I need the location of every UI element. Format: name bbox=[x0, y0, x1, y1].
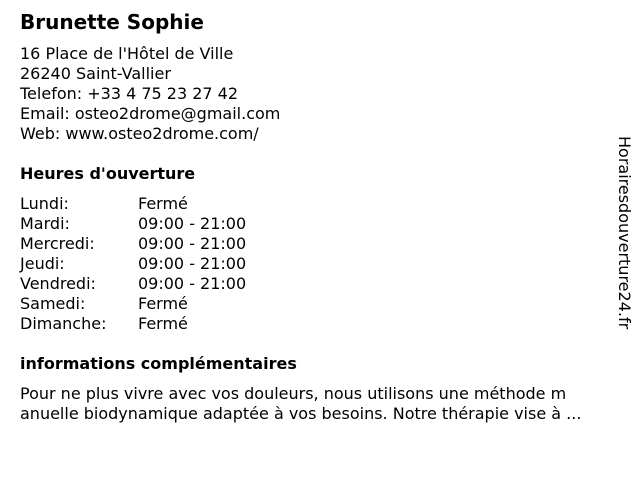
hours-row-dimanche bbox=[20, 314, 320, 334]
additional-info-line-1: Pour ne plus vivre avec vos douleurs, nous utilisons une méthode m bbox=[20, 384, 567, 403]
additional-info-heading: informations complémentaires bbox=[20, 354, 297, 373]
hours-day: Lundi: bbox=[20, 194, 69, 213]
hours-time: Fermé bbox=[138, 294, 188, 313]
additional-info-line-2: anuelle biodynamique adaptée à vos besoins. Notre thérapie vise à ... bbox=[20, 404, 582, 423]
phone-text: Telefon: +33 4 75 23 27 42 bbox=[20, 84, 239, 103]
email-text: Email: osteo2drome@gmail.com bbox=[20, 104, 281, 123]
hours-time: 09:00 - 21:00 bbox=[138, 274, 247, 293]
hours-day: Mardi: bbox=[20, 214, 70, 233]
hours-row-vendredi bbox=[20, 274, 320, 294]
address-line-2: 26240 Saint-Vallier bbox=[20, 64, 171, 83]
hours-day: Vendredi: bbox=[20, 274, 96, 293]
web-text: Web: www.osteo2drome.com/ bbox=[20, 124, 259, 143]
hours-time: 09:00 - 21:00 bbox=[138, 254, 247, 273]
hours-row-mercredi bbox=[20, 234, 320, 254]
hours-row-samedi bbox=[20, 294, 320, 314]
watermark-text: Horairesdouverture24.fr bbox=[615, 136, 634, 330]
hours-time: Fermé bbox=[138, 314, 188, 333]
hours-time: 09:00 - 21:00 bbox=[138, 214, 247, 233]
hours-row-mardi bbox=[20, 214, 320, 234]
opening-hours-heading: Heures d'ouverture bbox=[20, 164, 196, 183]
hours-time: 09:00 - 21:00 bbox=[138, 234, 247, 253]
hours-time: Fermé bbox=[138, 194, 188, 213]
hours-row-lundi bbox=[20, 194, 320, 214]
contact-block bbox=[20, 44, 280, 144]
watermark bbox=[612, 136, 636, 346]
additional-info-text bbox=[20, 384, 630, 424]
hours-day: Jeudi: bbox=[20, 254, 65, 273]
hours-row-jeudi bbox=[20, 254, 320, 274]
hours-day: Dimanche: bbox=[20, 314, 107, 333]
hours-day: Samedi: bbox=[20, 294, 86, 313]
business-name: Brunette Sophie bbox=[20, 10, 204, 34]
address-line-1: 16 Place de l'Hôtel de Ville bbox=[20, 44, 234, 63]
opening-hours-table bbox=[20, 194, 320, 334]
hours-day: Mercredi: bbox=[20, 234, 95, 253]
